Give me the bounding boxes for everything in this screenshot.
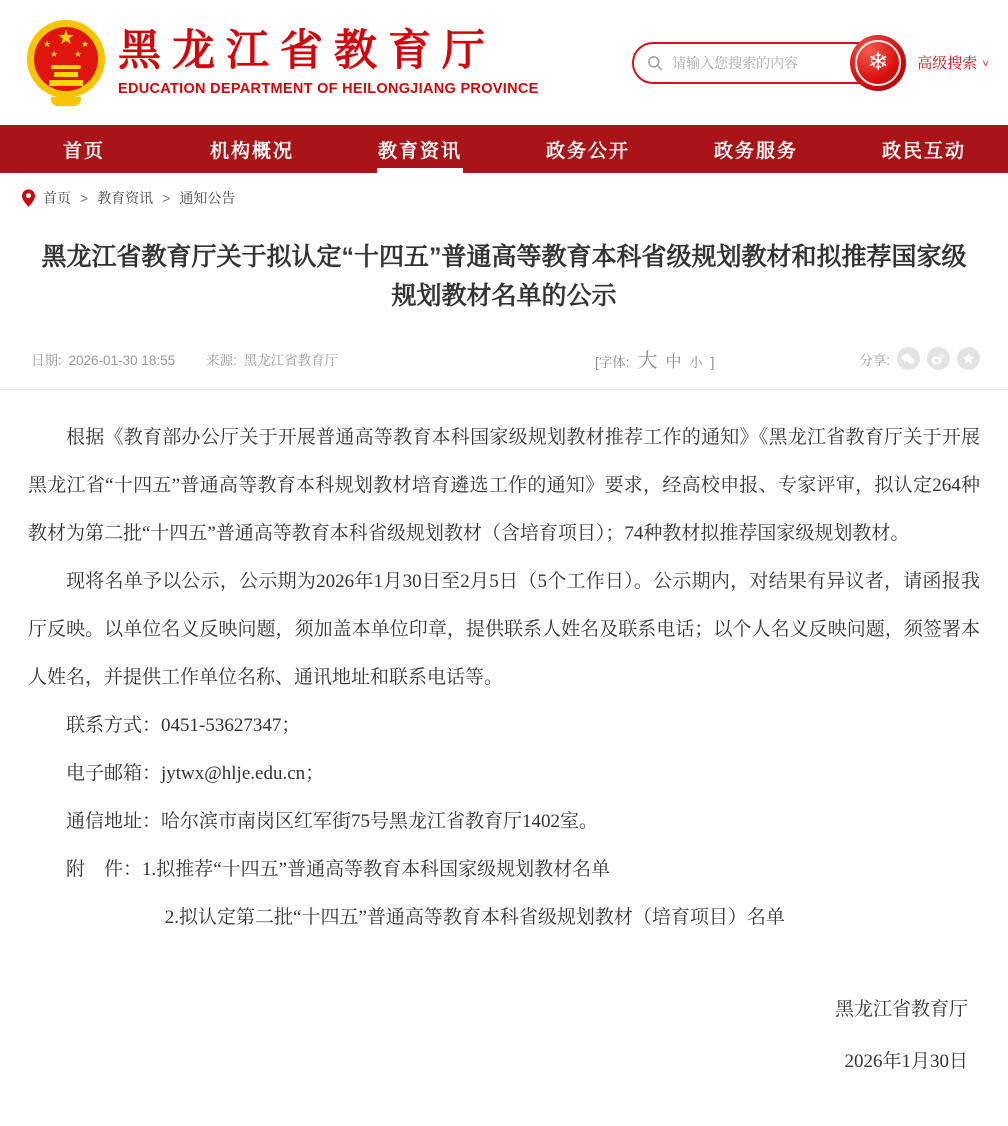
site-logo[interactable] bbox=[26, 18, 539, 108]
breadcrumb-notices: 通知公告 bbox=[179, 190, 236, 206]
font-size-large-button[interactable]: 大 bbox=[637, 350, 658, 372]
search-icon bbox=[647, 55, 663, 71]
font-size-medium-button[interactable]: 中 bbox=[665, 354, 682, 371]
meta-left bbox=[28, 349, 338, 369]
breadcrumb-separator: > bbox=[80, 190, 89, 206]
breadcrumb-education-news[interactable]: 教育资讯 bbox=[97, 190, 154, 206]
breadcrumb-home[interactable]: 首页 bbox=[43, 190, 71, 206]
advanced-search-link[interactable] bbox=[917, 52, 990, 73]
article-container bbox=[0, 238, 1008, 1126]
article-body bbox=[28, 390, 980, 1088]
font-widget-suffix: ] bbox=[710, 355, 715, 370]
signature-block bbox=[28, 984, 980, 1088]
favorite-star-icon[interactable] bbox=[957, 347, 980, 370]
site-header bbox=[0, 0, 1008, 125]
advanced-search-label: 高级搜索 bbox=[917, 55, 978, 72]
share-group bbox=[859, 347, 980, 370]
snowflake-icon: ❄ bbox=[867, 48, 889, 76]
paragraph-basis: 根据《教育部办公厅关于开展普通高等教育本科国家级规划教材推荐工作的通知》《黑龙江省教育厅关于开展黑龙江省“十四五”普通高等教育本科规划教材培育遴选工作的通知》要求，经高校申报、专家评审，拟认定264种教材为第二批“十四五”普通高等教育本科省级规划教材（含培育项目）；74种教材拟推荐国家级规划教材。 bbox=[28, 427, 980, 544]
date-value: 2026-01-30 18:55 bbox=[68, 352, 176, 368]
font-size-small-button[interactable]: 小 bbox=[689, 355, 703, 370]
nav-item-public-interaction[interactable]: 政民互动 bbox=[881, 140, 966, 162]
paragraph-attachment-1: 附 件：1.拟推荐“十四五”普通高等教育本科国家级规划教材名单 bbox=[66, 859, 611, 880]
source bbox=[203, 349, 338, 369]
paragraph-publicity-period: 现将名单予以公示，公示期为2026年1月30日至2月5日（5个工作日）。公示期内，对结果有异议者，请函报我厅反映。以单位名义反映问题，须加盖本单位印章，提供联系人姓名及联系电话；以个人名义反映问题，须签署本人姓名，并提供工作单位名称、通讯地址和联系电话等。 bbox=[28, 571, 980, 688]
font-size-widget bbox=[595, 344, 714, 373]
chevron-down-icon: ∨ bbox=[981, 56, 990, 69]
search-submit-button[interactable] bbox=[850, 35, 906, 91]
wechat-share-icon[interactable] bbox=[897, 347, 920, 370]
location-pin-icon bbox=[22, 189, 35, 207]
site-name-english: EDUCATION DEPARTMENT OF HEILONGJIANG PROVINCE bbox=[118, 81, 539, 98]
nav-item-home[interactable]: 首页 bbox=[62, 140, 105, 162]
search-zone bbox=[632, 35, 990, 91]
nav-item-organization[interactable]: 机构概况 bbox=[209, 140, 294, 162]
breadcrumb bbox=[0, 173, 1008, 208]
paragraph-contact-phone: 联系方式：0451-53627347； bbox=[66, 715, 301, 736]
nav-item-gov-services[interactable]: 政务服务 bbox=[713, 140, 798, 162]
article-meta-row bbox=[28, 340, 980, 389]
nav-item-education-news[interactable]: 教育资讯 bbox=[336, 125, 504, 173]
breadcrumb-separator: > bbox=[162, 190, 171, 206]
source-value: 黑龙江省教育厅 bbox=[243, 352, 339, 368]
article-title: 黑龙江省教育厅关于拟认定“十四五”普通高等教育本科省级规划教材和拟推荐国家级规划教材名单的公示 bbox=[41, 243, 967, 310]
signature-date: 2026年1月30日 bbox=[844, 1051, 968, 1072]
search-input[interactable] bbox=[670, 54, 846, 72]
source-label: 来源: bbox=[206, 352, 237, 368]
signature-name: 黑龙江省教育厅 bbox=[834, 999, 968, 1020]
paragraph-contact-address: 通信地址：哈尔滨市南岗区红军街75号黑龙江省教育厅1402室。 bbox=[66, 811, 599, 832]
date-label: 日期: bbox=[31, 352, 62, 368]
publish-date bbox=[28, 349, 175, 369]
brand-text bbox=[118, 28, 539, 97]
font-widget-prefix: [字体: bbox=[595, 355, 630, 370]
nav-item-gov-disclosure[interactable]: 政务公开 bbox=[545, 140, 630, 162]
weibo-share-icon[interactable] bbox=[927, 347, 950, 370]
paragraph-attachment-2: 2.拟认定第二批“十四五”普通高等教育本科省级规划教材（培育项目）名单 bbox=[164, 907, 785, 928]
site-name: 黑龙江省教育厅 bbox=[118, 26, 496, 75]
national-emblem-icon: ★ ★ ★ ★ ★ bbox=[26, 18, 106, 108]
paragraph-contact-email: 电子邮箱：jytwx@hlje.edu.cn； bbox=[66, 763, 325, 784]
main-nav bbox=[0, 125, 1008, 173]
share-label: 分享: bbox=[859, 352, 890, 368]
